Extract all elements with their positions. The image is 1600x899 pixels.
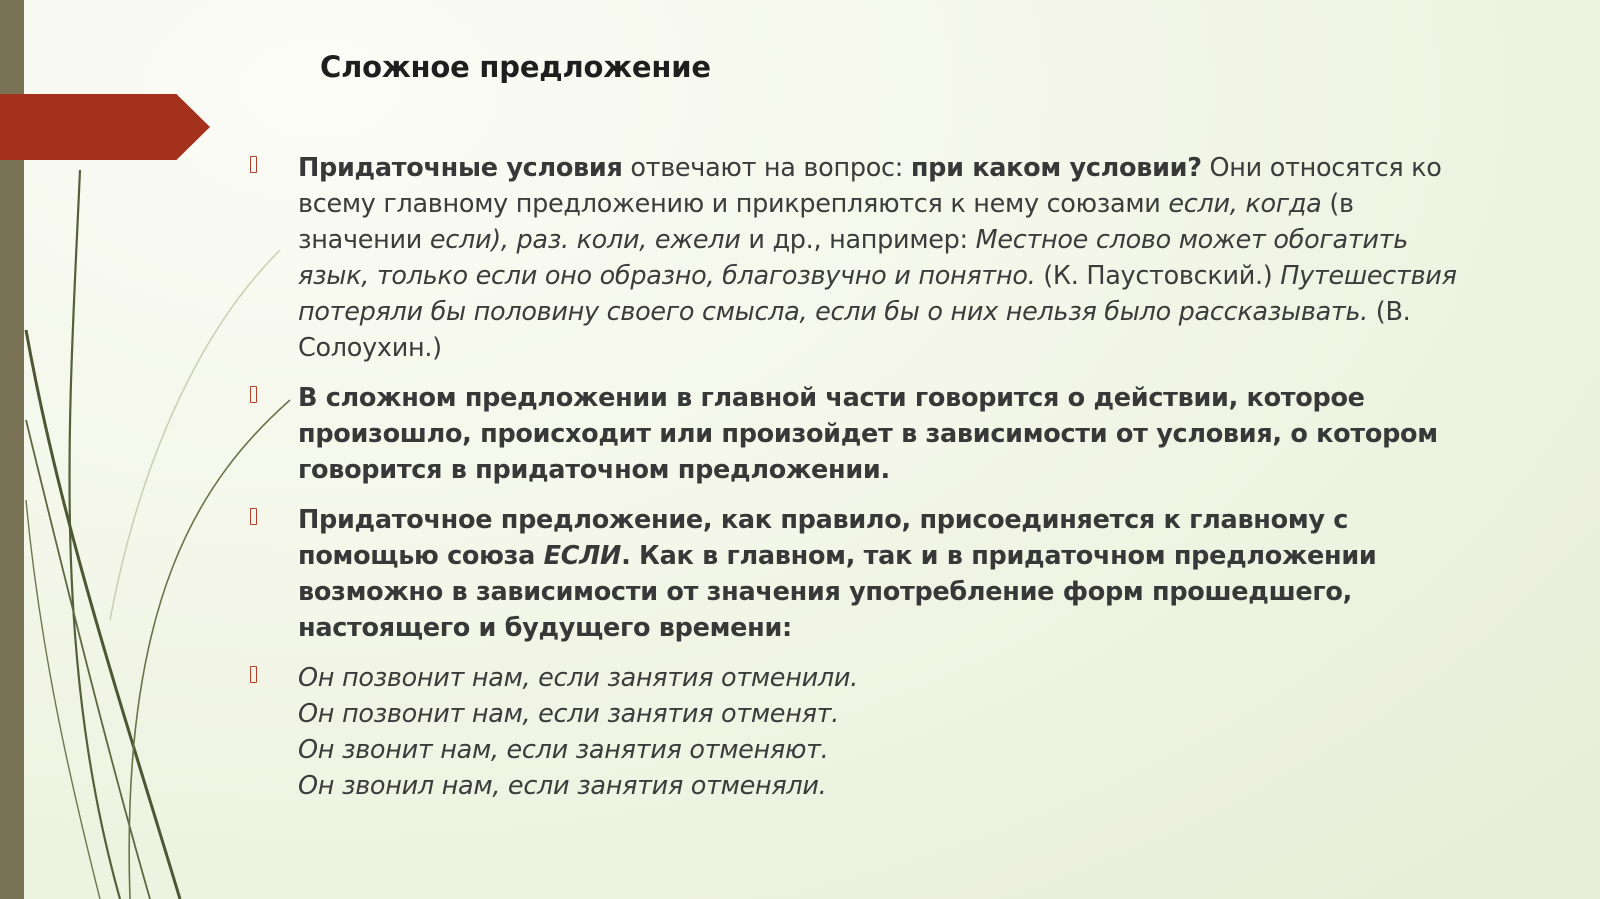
text-span: (в значении: [298, 189, 1354, 255]
example-sentences: [298, 660, 1478, 804]
example-line: Он звонил нам, если занятия отменяли.: [298, 771, 827, 801]
bullet-item-conditions: [248, 150, 1478, 366]
example-line: Он звонит нам, если занятия отменяют.: [298, 735, 829, 765]
example-line: Он позвонит нам, если занятия отменят.: [298, 699, 839, 729]
example-quote: Местное слово может обогатить язык, только если оно образно, благозвучно и понятно.: [298, 225, 1408, 291]
slide-content: [248, 150, 1478, 818]
conjunction-esli: ЕСЛИ: [543, 541, 622, 571]
bullet-marker-icon: [250, 666, 257, 683]
text-span: Они относятся ко всему главному предложению и прикрепляются к нему союзами: [298, 153, 1442, 219]
text-span: Придаточное предложение, как правило, присоединяется к главному с помощью союза: [298, 505, 1349, 571]
text-span: и др., например:: [740, 225, 976, 255]
bullet-text: [298, 150, 1478, 366]
text-span: . Как в главном, так и в придаточном предложении возможно в зависимости от значения употребление форм прошедшего, настоящего и будущего времени:: [298, 541, 1377, 643]
bullet-item-examples: [248, 660, 1478, 804]
conjunctions-italic: если, когда: [1168, 189, 1322, 219]
slide-title: Сложное предложение: [320, 50, 711, 84]
bullet-marker-icon: [250, 508, 257, 525]
quote-author: (В. Солоухин.): [298, 297, 1411, 363]
example-quote: Путешествия потеряли бы половину своего смысла, если бы о них нельзя было рассказывать.: [298, 261, 1457, 327]
conjunctions-italic: если), раз. коли, ежели: [429, 225, 741, 255]
text-span: отвечают на вопрос:: [622, 153, 911, 183]
bullet-item-subordinate: [248, 502, 1478, 646]
bullet-text: [298, 502, 1478, 646]
bullet-text: В сложном предложении в главной части говорится о действии, которое произошло, происходит или произойдет в зависимости от условия, о котором говорится в придаточном предложении.: [298, 383, 1438, 485]
bullet-marker-icon: [250, 156, 257, 173]
bullet-item-main-clause: [248, 380, 1478, 488]
term-bold: Придаточные условия: [298, 153, 623, 183]
accent-arrow-tab: [0, 94, 210, 160]
example-line: Он позвонит нам, если занятия отменили.: [298, 663, 858, 693]
question-bold: при каком условии?: [910, 153, 1202, 183]
quote-author: (К. Паустовский.): [1035, 261, 1281, 291]
bullet-marker-icon: [250, 386, 257, 403]
